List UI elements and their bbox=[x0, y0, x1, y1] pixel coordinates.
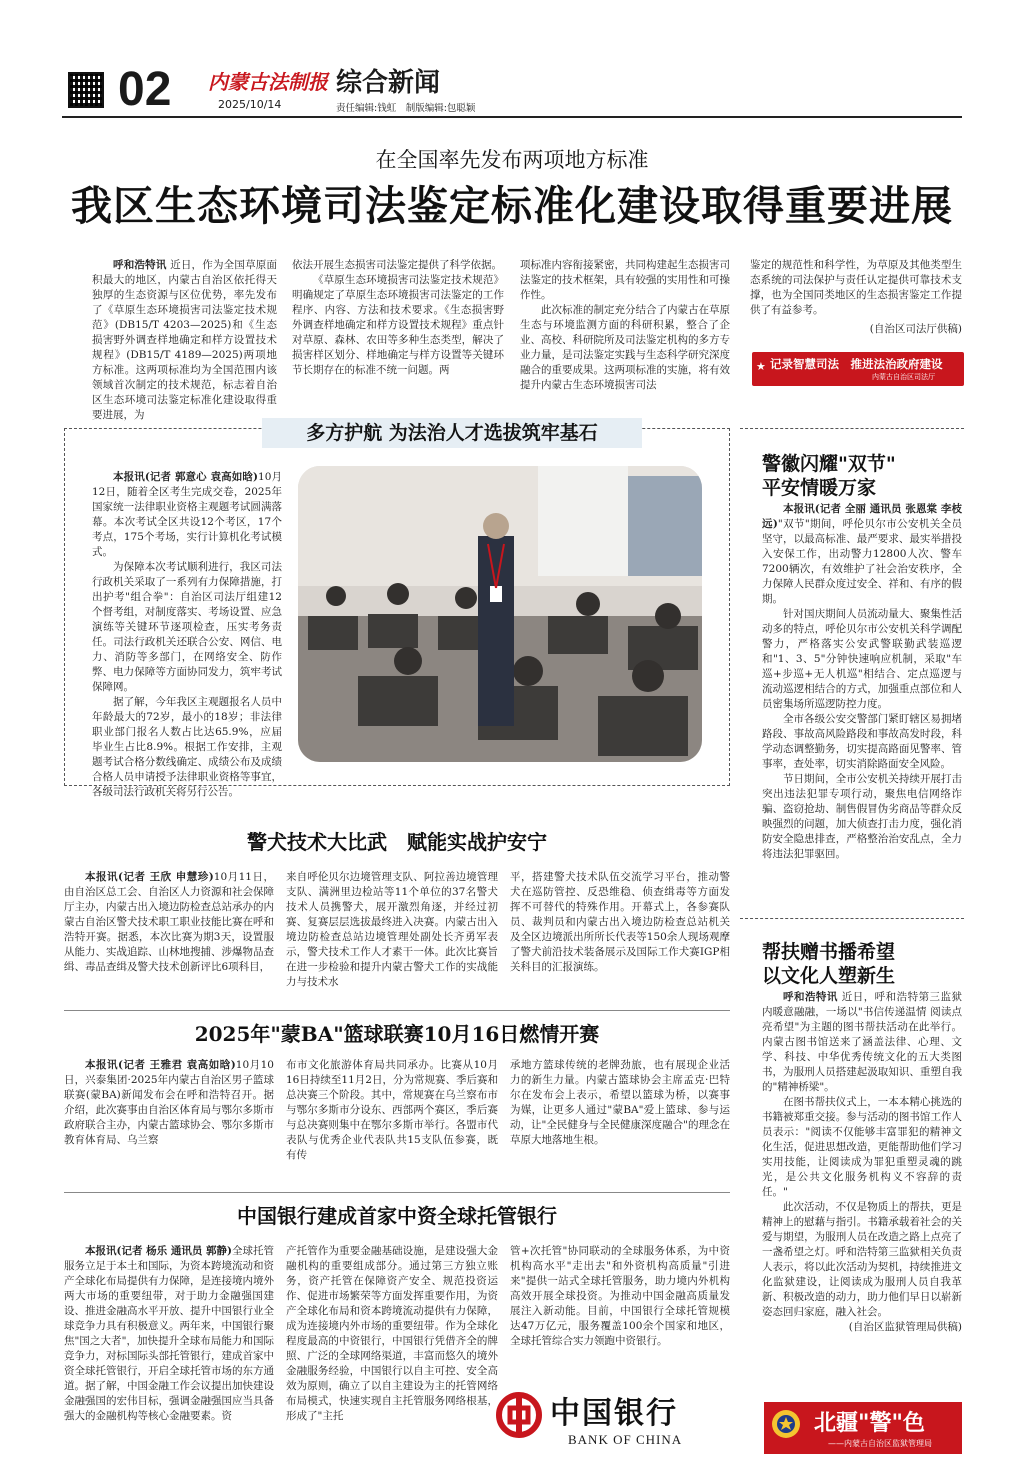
section-title: 综合新闻 bbox=[336, 68, 441, 98]
header-rule bbox=[62, 116, 962, 118]
divider bbox=[64, 1010, 730, 1011]
story3-dateline: 本报讯(记者 王欣 申慧珍) bbox=[85, 871, 214, 883]
bottom-banner-sub: ——内蒙古自治区监狱管理局 bbox=[828, 1439, 932, 1448]
side1-p4: 节日期间，全市公安机关持续开展打击突出违法犯罪专项行动，聚焦电信网络诈骗、盗窃抢劫、制售假冒伪劣商品等群众反映强烈的问题，加大侦查打击力度，强化消防安全隐患排查，严格整治治安乱点，全力将违法犯罪驱回。 bbox=[762, 773, 962, 860]
bottom-banner-title: 北疆"警"色 bbox=[814, 1410, 925, 1436]
paper-name-logo: 内蒙古法制报 bbox=[208, 70, 328, 94]
story5-dateline: 本报讯(记者 杨乐 通讯员 郭静) bbox=[85, 1245, 232, 1257]
story2-p3: 据了解，今年我区主观题报名人员中年龄最大的72岁，最小的18岁；非法律职业部门报名人数占比达65.9%，应届毕业生占比8.9%。根据工作安排，主观题考试合格分数线确定、成绩公布及成绩合格人员申请授予法律职业资格等事宜，各级司法行政机关将另行公告。 bbox=[92, 696, 282, 798]
story4-col3 bbox=[510, 1058, 730, 1148]
side2-title bbox=[762, 940, 895, 988]
police-badge-icon bbox=[770, 1408, 802, 1440]
lead-col2-text1: 依法开展生态损害司法鉴定提供了科学依据。 bbox=[292, 259, 502, 271]
promo-banner-text: 记录智慧司法 推进法治政府建设 bbox=[770, 357, 943, 371]
story3-c3: 平，搭建警犬技术队伍交流学习平台，推动警犬在巡防管控、反恐维稳、侦查缉毒等方面发挥不可替代的特殊作用。开幕式上，各参赛队员、裁判员和内蒙古出入境边防检查总站机关及全区边境派出所所长代表等150余人现场观摩了警犬前沿技术装备展示及国际工作犬赛IGP相关科目的汇报演练。 bbox=[510, 871, 730, 973]
side2-body bbox=[762, 990, 962, 1335]
divider bbox=[64, 1192, 730, 1193]
side-divider bbox=[740, 428, 964, 429]
boc-emblem-icon bbox=[496, 1392, 542, 1438]
boc-name-en: BANK OF CHINA bbox=[568, 1432, 683, 1447]
story5-headline: 中国银行建成首家中资全球托管银行 bbox=[237, 1204, 557, 1228]
story4-dateline: 本报讯(记者 王雅君 袁高如晗) bbox=[85, 1059, 236, 1071]
star-icon: ★ bbox=[756, 360, 766, 373]
side1-title bbox=[762, 452, 896, 500]
editors-line: 责任编辑:钱虹 制版编辑:包聪颖 bbox=[336, 103, 476, 114]
story5-c1: 全球托管服务立足于本土和国际，为资本跨境流动和资产全球化布局提供有力保障，是连接境内境外两大市场的重要纽带，对于助力金融强国建设、推进金融高水平开放、提升中国银行业全球竞争力具有积极意义。两年来，中国银行聚焦"国之大者"，加快提升全球布局能力和国际竞争力，对标国际头部托管银行，建成首家中资全球托管银行，开启全球托管市场的东方通道。据了解，中国金融工作会议提出加快建设金融强国的宏伟目标，强调金融强国应当具备强大的金融机构等核心金融要素。资 bbox=[64, 1245, 275, 1422]
side1-p1: "双节"期间，呼伦贝尔市公安机关全员坚守，以最高标准、最严要求、最实举措投入安保工作，出动警力12800人次、警车7200辆次，有效维护了社会治安秩序，全力保障人民群众度过安全、祥和、有序的假期。 bbox=[762, 518, 962, 605]
story4-col2 bbox=[286, 1058, 498, 1163]
promo-banner-sub: 内蒙古自治区司法厅 bbox=[872, 373, 935, 381]
story5-c3: 管+次托管"协同联动的全球服务体系，为中资机构高水平"走出去"和外资机构高质量"引进来"提供一站式全球托管服务，助力境内外机构高效开展全球投资。为推动中国金融高质量发展注入新动能。目前，中国银行全球托管规模达47万亿元，服务覆盖100余个国家和地区，全球托管综合实力领跑中资银行。 bbox=[510, 1245, 730, 1347]
side2-dateline: 呼和浩特讯 bbox=[783, 991, 838, 1003]
story5-col1 bbox=[64, 1244, 274, 1424]
lead-kicker: 在全国率先发布两项地方标准 bbox=[375, 148, 649, 172]
issue-date: 2025/10/14 bbox=[218, 98, 282, 111]
lead-col3-text1: 项标准内容衔接紧密，共同构建起生态损害司法鉴定的技术框架，具有较强的实用性和可操作性。 bbox=[520, 259, 730, 301]
side2-title-l1: 帮扶赠书播希望 bbox=[762, 941, 896, 963]
boc-name-cn: 中国银行 bbox=[550, 1396, 678, 1431]
lead-col2-text2: 《草原生态环境损害司法鉴定技术规范》明确规定了草原生态环境损害司法鉴定的工作程序、内容、方法和技术要求。《生态损害野外调查样地确定和样方设置技术规程》重点针对草原、森林、农田等多种生态类型，解决了损害样区划分、样地确定与样方设置等关键环节长期存在的标准不统一问题。两 bbox=[292, 274, 504, 376]
qr-code bbox=[68, 72, 104, 108]
lead-col4-text: 鉴定的规范性和科学性，为草原及其他类型生态系统的司法保护与责任认定提供可靠技术支撑，也为全国同类地区的生态损害鉴定工作提供了有益参考。 bbox=[750, 259, 962, 316]
story5-col2 bbox=[286, 1244, 498, 1424]
promo-banner bbox=[752, 352, 964, 386]
side1-p2: 针对国庆期间人员流动量大、聚集性活动多的特点，呼伦贝尔市公安机关科学调配警力，严格落实公安武警联勤武装巡逻和"1、3、5"分钟快速响应机制，采取"车巡+步巡+无人机巡"相结合、定点巡逻与流动巡逻相结合的方式，加强重点部位和人员密集场所巡逻防控力度。 bbox=[762, 608, 962, 710]
story2-p2: 为保障本次考试顺利进行，我区司法行政机关采取了一系列有力保障措施，打出护考"组合拳"：自治区司法厅组建12个督考组，对制度落实、考场设置、应急演练等关键环节逐项检查，压实考务责任。司法行政机关还联合公安、网信、电力、消防等多部门，在网络安全、防作弊、电力保障等方面协同发力，筑牢考试保障网。 bbox=[92, 561, 282, 693]
side-divider bbox=[740, 918, 964, 919]
lead-col1 bbox=[92, 258, 277, 423]
side2-p3: 此次活动，不仅是物质上的帮扶，更是精神上的慰藉与指引。书籍承载着社会的关爱与期望，为服刑人员在改造之路上点亮了一盏希望之灯。呼和浩特第三监狱相关负责人表示，将以此次活动为契机，持续推进文化监狱建设，让阅读成为服刑人员自我革新、积极改造的动力，助力他们早日以崭新姿态回归家庭，融入社会。 bbox=[762, 1201, 962, 1318]
side1-dateline: 本报讯(记者 全丽 通讯员 张恩棠 李枝远) bbox=[762, 503, 962, 530]
story2-dateline: 本报讯(记者 郭意心 袁高如晗) bbox=[113, 471, 259, 483]
bank-of-china-logo bbox=[496, 1388, 696, 1452]
story3-col3 bbox=[510, 870, 730, 975]
story3-col1 bbox=[64, 870, 274, 975]
story3-c2: 来自呼伦贝尔边境管理支队、阿拉善边境管理支队、满洲里边检站等11个单位的37名警犬技术人员携警犬，展开激烈角逐，并经过初赛、复赛层层选拔最终进入决赛。内蒙古出入境边防检查总站边境管理处副处长齐勇军表示，警犬技术工作人才素干一体。此次比赛旨在进一步检验和提升内蒙古警犬工作的实战能力与技术水 bbox=[286, 871, 498, 988]
side2-source: (自治区监狱管理局供稿) bbox=[848, 1321, 962, 1333]
story3-col2 bbox=[286, 870, 498, 990]
side1-p3: 全市各级公安交警部门紧盯辖区易拥堵路段、事故高风险路段和事故高发时段，科学动态调整勤务，切实提高路面见警率、管事率，查处率，切实消除路面安全风险。 bbox=[762, 713, 962, 770]
lead-col2 bbox=[292, 258, 504, 378]
story4-col1 bbox=[64, 1058, 274, 1148]
lead-col3 bbox=[520, 258, 730, 393]
story4-c1: 10月10日，兴泰集团·2025年内蒙古自治区男子篮球联赛(蒙BA)新闻发布会在呼和浩特召开。据介绍，此次赛事由自治区体育局与鄂尔多斯市政府联合主办，内蒙古篮球协会、鄂尔多斯市教育体育局、乌兰察 bbox=[64, 1059, 274, 1146]
lead-col3-text2: 此次标准的制定充分结合了内蒙古在草原生态与环境监测方面的科研积累，整合了企业、高校、科研院所及司法鉴定机构的多方专业力量，是司法鉴定实践与生态科学研究深度融合的重要成果。这两项标准的实施，将有效提升内蒙古生态环境损害司法 bbox=[520, 304, 730, 391]
lead-headline: 我区生态环境司法鉴定标准化建设取得重要进展 bbox=[71, 182, 953, 230]
story5-col3 bbox=[510, 1244, 730, 1349]
side2-p2: 在图书帮扶仪式上，一本本精心挑选的书籍被郑重交接。参与活动的图书馆工作人员表示："阅读不仅能够丰富罪犯的精神文化生活，促进思想改造，更能帮助他们学习实用技能，让阅读成为罪犯重塑灵魂的跳光，是公共文化服务机构义不容辞的责任。" bbox=[762, 1096, 962, 1198]
side1-body bbox=[762, 502, 962, 862]
lead-dateline: 呼和浩特讯 bbox=[113, 259, 167, 271]
story3-c1: 10月11日，由自治区总工会、自治区人力资源和社会保障厅主办，内蒙古出入境边防检查总站承办的内蒙古自治区警犬技术职工职业技能比赛在呼和浩特开赛。据悉，本次比赛为期3天，设置服从能力、实战追踪、山林地搜捕、涉爆物品查缉、毒品查缉及警犬技术创新评比6项科目， bbox=[64, 871, 274, 973]
side2-p1: 近日，呼和浩特第三监狱内暖意融融，一场以"书信传递温情 阅读点亮希望"为主题的图书帮扶活动在此举行。内蒙古图书馆送来了涵盖法律、心理、文学、科技、中华优秀传统文化的五大类图书，为服刑人员搭建起汲取知识、重塑自我的"精神桥梁"。 bbox=[762, 991, 963, 1093]
story2-body bbox=[92, 470, 282, 800]
exam-room-photo bbox=[298, 466, 702, 762]
story4-c3: 承地方篮球传统的老牌劲旅，也有展现企业活力的新生力量。内蒙古篮球协会主席孟克·巴特尔在发布会上表示，希望以篮球为桥，以赛事为媒，让更多人通过"蒙BA"爱上篮球、参与运动，让"全民健身与全民健康深度融合"的理念在草原大地落地生根。 bbox=[510, 1059, 730, 1146]
lead-source: (自治区司法厅供稿) bbox=[869, 323, 962, 335]
story2-headline: 多方护航 为法治人才选拔筑牢基石 bbox=[262, 418, 642, 448]
lead-col4 bbox=[750, 258, 962, 337]
story4-headline: 2025年"蒙BA"篮球联赛10月16日燃情开赛 bbox=[194, 1022, 600, 1046]
bottom-police-banner bbox=[764, 1402, 962, 1454]
side2-title-l2: 以文化人塑新生 bbox=[762, 965, 896, 987]
page-number: 02 bbox=[118, 63, 172, 116]
lead-col1-text: 近日，作为全国草原面积最大的地区，内蒙古自治区依托得天独厚的生态资源与区位优势，率先发布了《草原生态环境损害司法鉴定技术规范》(DB15/T 4203—2025)和《生态损害野外调查样地确定和样方设置技术规程》(DB15/T 4189—2025)两项地方标准。这两项标准均为全国范围内该领域首次制定的技术规范，标志着自治区生态环境司法鉴定标准化建设取得重要进展，为 bbox=[92, 259, 278, 421]
story2-p1: 10月12日，随着全区考生完成交卷，2025年国家统一法律职业资格主观题考试圆满落幕。本次考试全区共设12个考区，17个考点，175个考场，实行计算机化考试模式。 bbox=[92, 471, 282, 558]
story4-c2: 布市文化旅游体育局共同承办。比赛从10月16日持续至11月2日，分为常规赛、季后赛和总决赛三个阶段。其中，常规赛在乌兰察布市与鄂尔多斯市分设东、西部两个赛区，季后赛与总决赛则集中在鄂尔多斯市举行。各盟市代表队与优秀企业代表队共15支队伍参赛，既有传 bbox=[286, 1059, 498, 1161]
side1-title-l2: 平安情暖万家 bbox=[762, 477, 877, 499]
side1-title-l1: 警徽闪耀"双节" bbox=[762, 453, 896, 475]
story3-headline: 警犬技术大比武 赋能实战护安宁 bbox=[247, 830, 547, 854]
story5-c2: 产托管作为重要金融基础设施，是建设强大金融机构的重要组成部分。通过第三方独立账务，资产托管在保障资产安全、规范投资运作、促进市场繁荣等方面发挥重要作用，为资产全球化布局和资本跨境流动提供有力保障，成为连接境内外市场的重要纽带。作为全球化程度最高的中资银行，中国银行凭借齐全的牌照、广泛的全球网络渠道，丰富而悠久的境外金融服务经验，中国银行以自主可控、安全高效为原则，确立了以自主建设为主的托管网络布局模式，快速实现自主托管服务网络根基，形成了"主托 bbox=[286, 1245, 498, 1422]
